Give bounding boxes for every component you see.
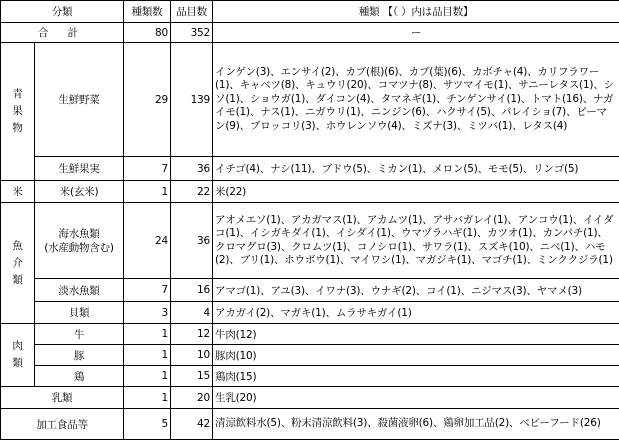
row-detail: アマゴ(1)、アユ(3)、イワナ(3)、ウナギ(2)、コイ(1)、ニジマス(3)、ヤマメ(3)	[213, 279, 619, 302]
row-shuruisu: 5	[124, 409, 171, 440]
row-shuruisu: 24	[124, 203, 171, 279]
row-label: 米(玄米)	[35, 181, 124, 203]
group-kome: 米	[1, 181, 35, 203]
row-label: 加工食品等	[1, 409, 124, 440]
row-label: 豚	[35, 345, 124, 366]
row-shuruisu: 1	[124, 345, 171, 366]
row-shuruisu: 1	[124, 366, 171, 387]
table-row	[1, 157, 619, 181]
row-shuruisu: 29	[124, 43, 171, 157]
table-row	[1, 324, 619, 345]
group-seika: 青 果 物	[1, 43, 35, 181]
table-row	[1, 203, 619, 279]
row-hinmokusu: 36	[171, 157, 213, 181]
group-niku: 肉 類	[1, 324, 35, 387]
total-label: 合 計	[1, 23, 124, 43]
total-hinmokusu: 352	[171, 23, 213, 43]
row-detail: アカガイ(2)、マガキ(1)、ムラサキガイ(1)	[213, 302, 619, 324]
table-row	[1, 181, 619, 203]
row-label: 生鮮野菜	[35, 43, 124, 157]
row-hinmokusu: 4	[171, 302, 213, 324]
row-hinmokusu: 139	[171, 43, 213, 157]
table-row	[1, 409, 619, 440]
row-label: 貝類	[35, 302, 124, 324]
row-detail: 米(22)	[213, 181, 619, 203]
header-row	[1, 1, 619, 23]
row-label: 生鮮果実	[35, 157, 124, 181]
table-row	[1, 43, 619, 157]
table-row	[1, 302, 619, 324]
row-detail: 生乳(20)	[213, 387, 619, 409]
row-detail: イチゴ(4)、ナシ(11)、ブドウ(5)、ミカン(1)、メロン(5)、モモ(5)、リンゴ(5)	[213, 157, 619, 181]
table-row	[1, 279, 619, 302]
row-shuruisu: 1	[124, 387, 171, 409]
row-detail: 鶏肉(15)	[213, 366, 619, 387]
table-row	[1, 366, 619, 387]
row-hinmokusu: 42	[171, 409, 213, 440]
row-label: 乳類	[1, 387, 124, 409]
row-label: 海水魚類 (水産動物含む)	[35, 203, 124, 279]
row-label: 淡水魚類	[35, 279, 124, 302]
row-detail: 牛肉(12)	[213, 324, 619, 345]
row-label: 鶏	[35, 366, 124, 387]
row-shuruisu: 1	[124, 324, 171, 345]
table-row	[1, 345, 619, 366]
row-hinmokusu: 36	[171, 203, 213, 279]
row-detail: アオメエソ(1)、アカガマス(1)、アカムツ(1)、アサバガレイ(1)、アンコウ(1)、イイダコ(1)、イシガキダイ(1)、イシダイ(1)、ウマヅラハギ(1)、カツオ(1)、カンパチ(1)、クロマグロ(3)、クロムツ(1)、コノシロ(1)、サワラ(1)、スズキ(10)、ニベ(1)、ハモ(2)、ブリ(1)、ホウボウ(1)、マイワシ(1)、マガジキ(1)、マゴチ(1)、ミンククジラ(1)	[213, 203, 619, 279]
row-shuruisu: 3	[124, 302, 171, 324]
row-detail: インゲン(3)、エンサイ(2)、カブ(根)(6)、カブ(葉)(6)、カボチャ(4)、カリフラワー(1)、キャベツ(8)、キュウリ(20)、コマツナ(8)、サツマイモ(1)、サニーレタス(1)、シソ(1)、ショウガ(1)、ダイコン(4)、タマネギ(1)、チンゲンサイ(1)、トマト(16)、ナガイモ(1)、ナス(1)、ニガウリ(1)、ニンジン(6)、ハクサイ(5)、パレイショ(7)、ピーマン(9)、ブロッコリ(3)、ホウレンソウ(4)、ミズナ(3)、ミツバ(1)、レタス(4)	[213, 43, 619, 157]
row-hinmokusu: 15	[171, 366, 213, 387]
total-shuruisu: 80	[124, 23, 171, 43]
row-detail: 豚肉(10)	[213, 345, 619, 366]
header-shurui: 種類 【（ ）内は品目数】	[213, 1, 619, 23]
header-shuruisu: 種類数	[124, 1, 171, 23]
row-hinmokusu: 20	[171, 387, 213, 409]
total-detail: ー	[213, 23, 619, 43]
row-hinmokusu: 22	[171, 181, 213, 203]
row-label: 牛	[35, 324, 124, 345]
header-bunrui: 分類	[1, 1, 124, 23]
group-gyokai: 魚 介 類	[1, 203, 35, 324]
row-hinmokusu: 16	[171, 279, 213, 302]
row-hinmokusu: 10	[171, 345, 213, 366]
row-detail: 清涼飲料水(5)、粉末清涼飲料(3)、殺菌液卵(6)、鶏卵加工品(2)、ベビーフード(26)	[213, 409, 619, 440]
row-shuruisu: 7	[124, 279, 171, 302]
row-shuruisu: 7	[124, 157, 171, 181]
row-hinmokusu: 12	[171, 324, 213, 345]
total-row	[1, 23, 619, 43]
header-hinmokusu: 品目数	[171, 1, 213, 23]
row-shuruisu: 1	[124, 181, 171, 203]
table-row	[1, 387, 619, 409]
